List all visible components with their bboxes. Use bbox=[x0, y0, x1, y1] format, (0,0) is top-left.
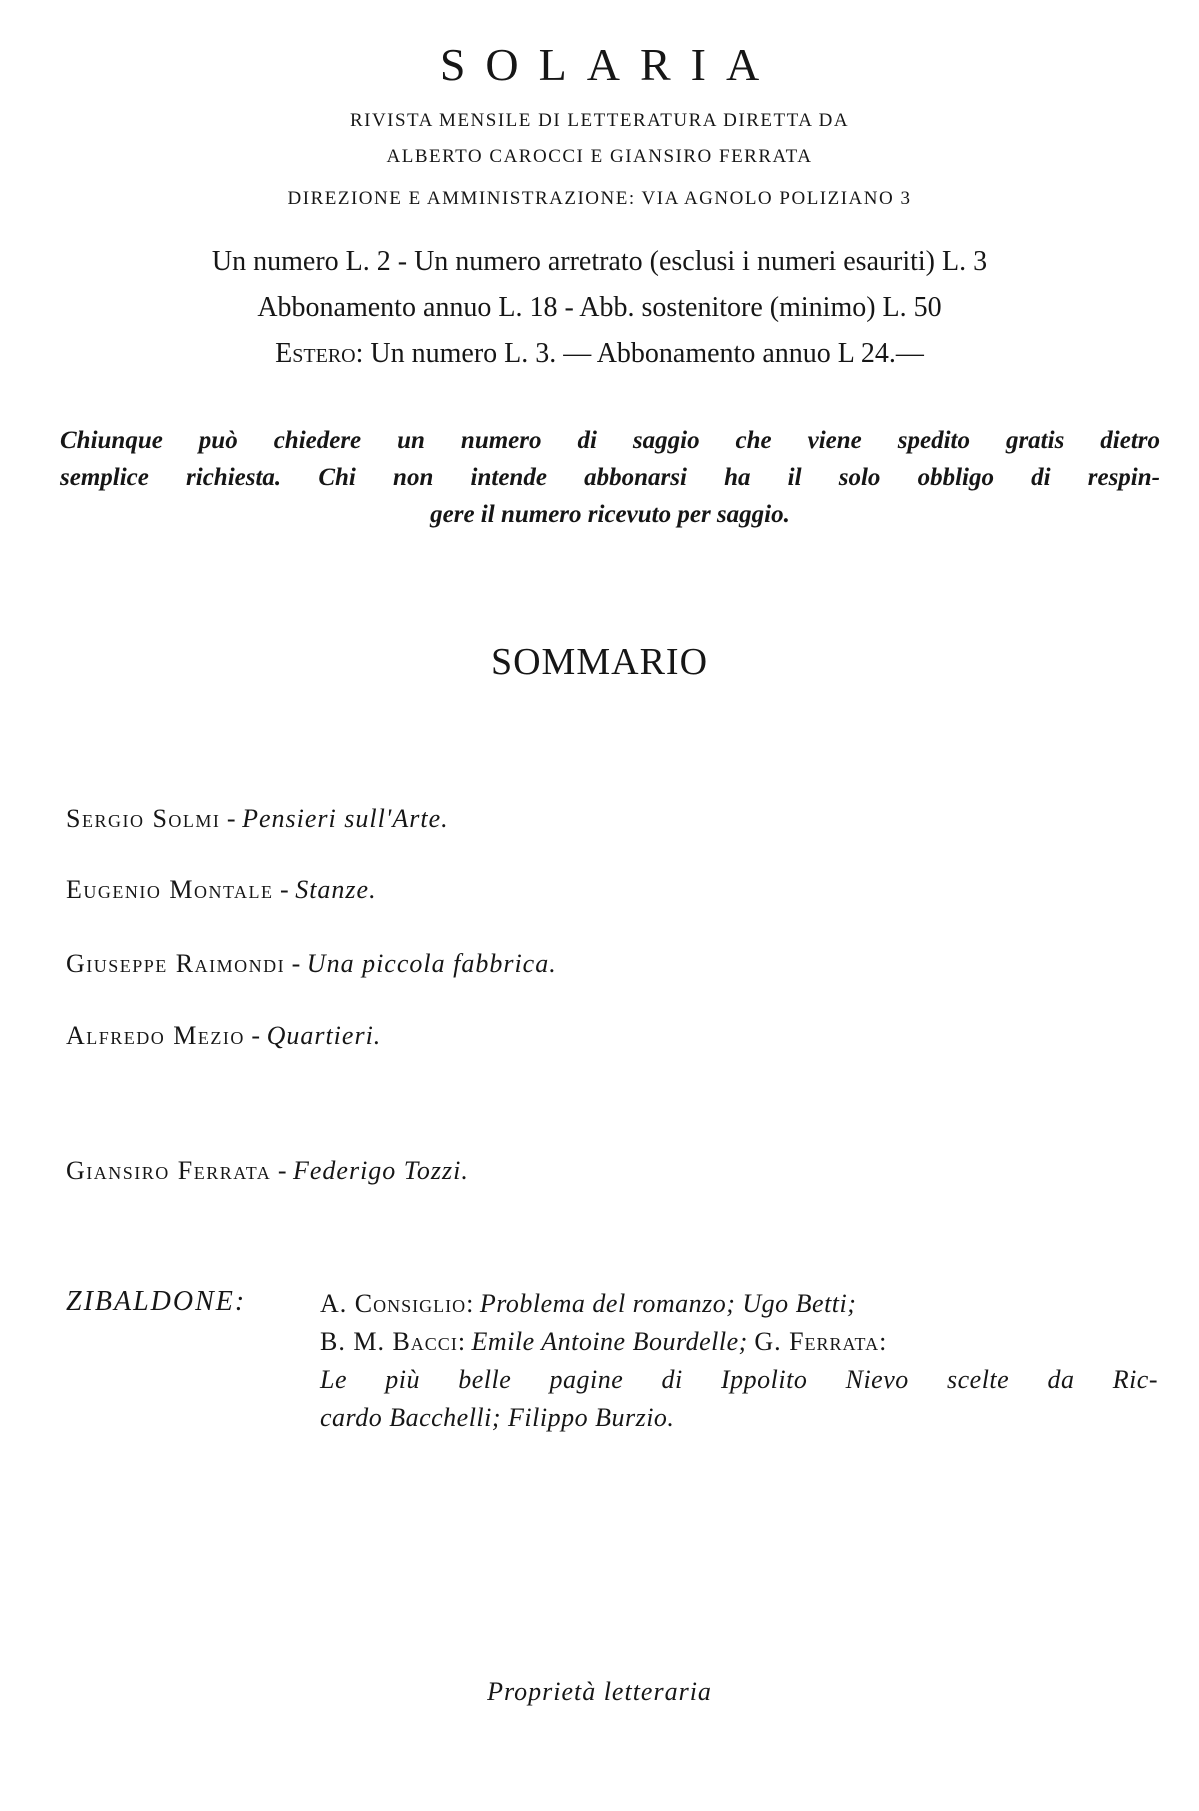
zibaldone-author: B. M. Bacci bbox=[320, 1327, 458, 1356]
zibaldone-works: Emile Antoine Bourdelle; bbox=[471, 1327, 748, 1356]
copyright-notice: Proprietà letteraria bbox=[487, 1677, 712, 1706]
zibaldone-author: G. Ferrata bbox=[754, 1327, 880, 1356]
toc-separator: - bbox=[244, 1021, 267, 1050]
price-line-single-issue: Un numero L. 2 - Un numero arretrato (esclusi i numeri esauriti) L. 3 bbox=[211, 246, 988, 277]
toc-work: Pensieri sull'Arte. bbox=[242, 804, 449, 833]
magazine-title: SOLARIA bbox=[439, 39, 780, 90]
abroad-text: : Un numero L. 3. — Abbonamento annuo L 24.— bbox=[355, 338, 924, 369]
toc-work: Federigo Tozzi. bbox=[292, 1156, 469, 1185]
masthead-editors: ALBERTO CAROCCI E GIANSIRO FERRATA bbox=[386, 146, 813, 167]
notice-line-3: gere il numero ricevuto per saggio. bbox=[430, 501, 790, 528]
zibaldone-line: A. Consiglio: Problema del romanzo; Ugo Betti; bbox=[320, 1289, 857, 1318]
zibaldone-works: Problema del romanzo; Ugo Betti; bbox=[479, 1289, 857, 1318]
toc-separator: - bbox=[271, 1156, 293, 1185]
zibaldone-author: A. Consiglio bbox=[320, 1289, 467, 1318]
toc-separator: - bbox=[220, 804, 243, 833]
abroad-label: Estero bbox=[275, 338, 356, 369]
toc-author: Giansiro Ferrata bbox=[66, 1156, 272, 1185]
masthead-address: DIREZIONE E AMMINISTRAZIONE: VIA AGNOLO POLIZIANO 3 bbox=[287, 188, 912, 209]
notice-line-2: semplice richiesta. Chi non intende abbonarsi ha il solo obbligo di respin- bbox=[60, 464, 1160, 491]
toc-entry bbox=[66, 1021, 381, 1051]
zibaldone-label: ZIBALDONE: bbox=[66, 1286, 247, 1317]
sommario-heading: SOMMARIO bbox=[490, 641, 709, 683]
toc-entry bbox=[66, 949, 557, 979]
toc-separator: - bbox=[273, 875, 296, 904]
toc-work: Stanze. bbox=[295, 875, 377, 904]
zibaldone-line: B. M. Bacci: Emile Antoine Bourdelle; G. Ferrata: bbox=[320, 1327, 887, 1356]
toc-author: Eugenio Montale bbox=[66, 875, 274, 904]
toc-separator: - bbox=[285, 949, 307, 978]
notice-line-1: Chiunque può chiedere un numero di saggio che viene spedito gratis dietro bbox=[60, 427, 1160, 454]
toc-entry bbox=[66, 804, 449, 834]
price-line-abroad bbox=[0, 338, 1199, 370]
price-line-subscription: Abbonamento annuo L. 18 - Abb. sostenitore (minimo) L. 50 bbox=[257, 292, 942, 323]
toc-entry bbox=[66, 875, 377, 905]
toc-author: Sergio Solmi bbox=[66, 804, 221, 833]
zibaldone-line: Le più belle pagine di Ippolito Nievo scelte da Ric- bbox=[320, 1365, 1158, 1394]
zibaldone-line: cardo Bacchelli; Filippo Burzio. bbox=[320, 1403, 675, 1432]
toc-entry bbox=[66, 1156, 469, 1186]
toc-author: Giuseppe Raimondi bbox=[66, 949, 286, 978]
toc-work: Quartieri. bbox=[266, 1021, 382, 1050]
toc-author: Alfredo Mezio bbox=[66, 1021, 245, 1050]
masthead-subtitle: RIVISTA MENSILE DI LETTERATURA DIRETTA DA bbox=[349, 110, 850, 131]
toc-work: Una piccola fabbrica. bbox=[306, 949, 557, 978]
